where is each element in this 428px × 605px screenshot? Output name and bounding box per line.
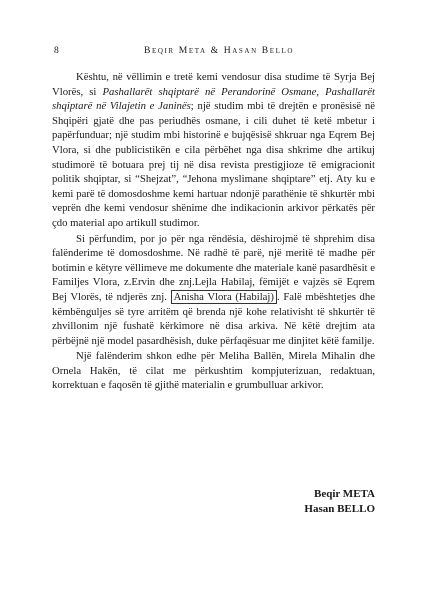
signature-block xyxy=(304,487,375,516)
paragraph-1-text-b: ; një studim mbi të drejtën e pronësisë në Shqipëri gjatë dhe pas periudhës osmane, i cili duhet të ketë mbetur i papërfunduar; një studim mbi historinë e bujqësisë shkruar nga Eqrem Bej Vlora, si dhe publicistikën e cila përbëhet nga disa shkrime dhe artikuj studimorë të botuara prej tij në disa revista prestigjioze të emigracionit politik shqiptar, si “Shejzat”, “Jehona myslimane shqiptare” etj. Aty ku e kemi parë të domosdoshme kemi hartuar ndonjë parathënie të shkurtër mbi veprën dhe kemi vendosur shënime dhe indikacionin arkivor përkatës për çdo material apo artikull studimor. xyxy=(52,100,375,229)
running-title: Beqir Meta & Hasan Bello xyxy=(143,45,295,56)
paragraph-3-text: Një falënderim shkon edhe për Meliha Ballën, Mirela Mihalin dhe Ornela Hakën, të cilat me përkushtim kompjuterizuan, redaktuan, korrektuan e faqosën të gjithë materialin e grumbulluar arkivor. xyxy=(52,350,375,392)
paragraph-3 xyxy=(52,349,375,393)
paragraph-1-text-a: Kështu, në vëllimin e tretë kemi vendosur disa studime të Syrja Bej Vlorës, si xyxy=(52,71,375,98)
signature-name-1: Beqir META xyxy=(313,488,375,500)
paragraph-2 xyxy=(52,232,375,349)
running-header xyxy=(54,45,374,59)
paragraph-2-text-a: Si përfundim, por jo për nga rëndësia, dëshirojmë të shprehim disa falënderime të domosdoshme. Në radhë të parë, një meritë të madhe për botimin e këtyre vëllimeve me dokumente dhe materiale kanë pasardhësit e Familjes Vlora, z.Ervin dhe znj.Lejla Habilaj, fëmijët e vajzës së Eqrem Bej Vlorës, të ndjerës znj. xyxy=(52,232,375,303)
page-number: 8 xyxy=(54,45,59,56)
paragraph-1 xyxy=(52,70,375,231)
boxed-name-highlight: Anisha Vlora (Habilaj) xyxy=(171,290,277,304)
paragraph-1-italic-titles: Pashallarët shqiptarë në Perandorinë Osmane, Pashallarët shqiptarë në Vilajetin e Janinës xyxy=(52,85,375,113)
signature-name-2: Hasan BELLO xyxy=(304,502,375,515)
paragraph-2-text-b: . Falë mbështetjes dhe këmbënguljes së tyre arritëm që brenda një kohe relativisht të shkurtër të zhvillonim një fushatë kërkimore në disa arkiva. Në këtë drejtim ata përbëjnë një model pasardhësish, duke përfaqësuar me dinjitet këtë familje. xyxy=(52,290,375,347)
body-text xyxy=(52,70,375,393)
